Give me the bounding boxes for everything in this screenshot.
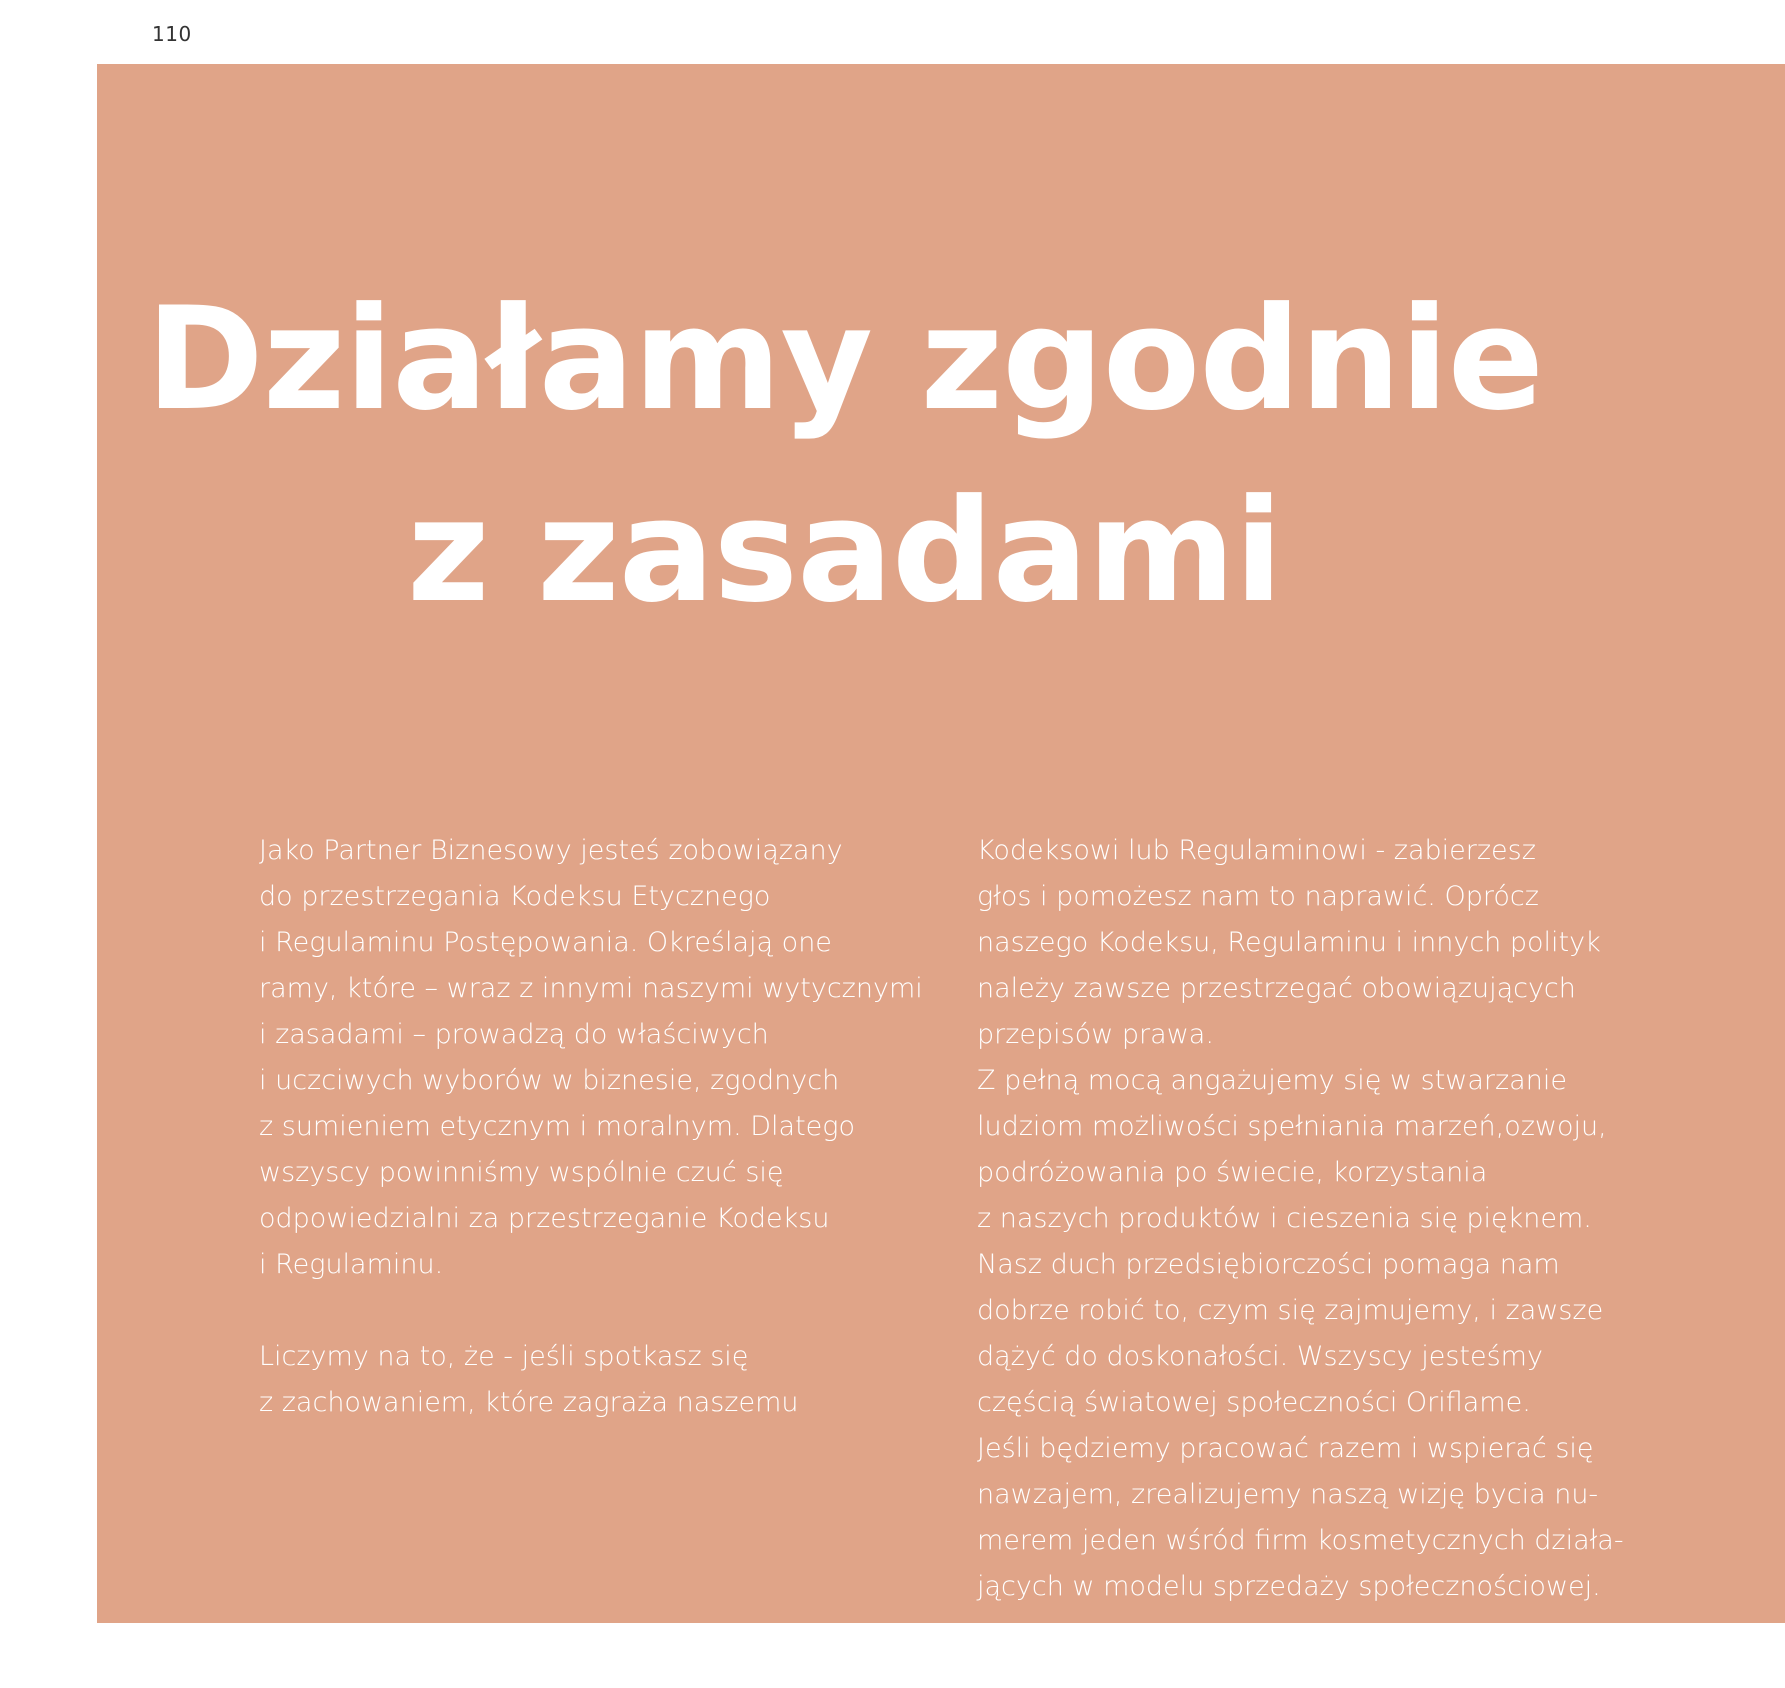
text-line: i Regulaminu Postępowania. Określają one: [259, 927, 832, 958]
text-line: dążyć do doskonałości. Wszyscy jesteśmy: [977, 1341, 1543, 1372]
text-line: z naszych produktów i cieszenia się pięknem.: [977, 1203, 1592, 1234]
text-line: z zachowaniem, które zagraża naszemu: [259, 1387, 799, 1418]
paragraph-spacer: [259, 1288, 909, 1334]
left-text-column: [259, 828, 923, 1426]
text-line: ludziom możliwości spełniania marzeń,ozwoju,: [977, 1111, 1607, 1142]
text-line: naszego Kodeksu, Regulaminu i innych polityk: [977, 927, 1601, 958]
text-line: i uczciwych wyborów w biznesie, zgodnych: [259, 1065, 840, 1096]
content-panel: [97, 64, 1785, 1623]
text-line: odpowiedzialni za przestrzeganie Kodeksu: [259, 1203, 830, 1234]
text-line: Nasz duch przedsiębiorczości pomaga nam: [977, 1249, 1560, 1280]
paragraph: [259, 1334, 909, 1426]
text-line: ramy, które – wraz z innymi naszymi wytycznymi: [259, 973, 923, 1004]
title-line: z zasadami: [406, 469, 1282, 634]
text-line: częścią światowej społeczności Oriflame.: [977, 1387, 1531, 1418]
text-line: z sumieniem etycznym i moralnym. Dlatego: [259, 1111, 855, 1142]
text-line: przepisów prawa.: [977, 1019, 1214, 1050]
right-text-column: [977, 828, 1642, 1610]
text-line: wszyscy powinniśmy wspólnie czuć się: [259, 1157, 784, 1188]
text-line: Z pełną mocą angażujemy się w stwarzanie: [977, 1065, 1567, 1096]
text-line: dobrze robić to, czym się zajmujemy, i zawsze: [977, 1295, 1604, 1326]
paragraph: [259, 828, 923, 1288]
page-title: [97, 264, 1592, 648]
text-line: do przestrzegania Kodeksu Etycznego: [259, 881, 771, 912]
text-line: Jeśli będziemy pracować razem i wspierać się: [977, 1433, 1594, 1464]
title-line: Działamy zgodnie: [145, 277, 1544, 442]
text-line: nawzajem, zrealizujemy naszą wizję bycia nu-: [977, 1479, 1599, 1510]
text-line: podróżowania po świecie, korzystania: [977, 1157, 1488, 1188]
text-line: jących w modelu sprzedaży społecznościowej.: [977, 1571, 1601, 1602]
text-line: należy zawsze przestrzegać obowiązujących: [977, 973, 1576, 1004]
page-number: 110: [152, 22, 192, 46]
text-line: Liczymy na to, że - jeśli spotkasz się: [259, 1341, 749, 1372]
text-line: i zasadami – prowadzą do właściwych: [259, 1019, 769, 1050]
text-line: Kodeksowi lub Regulaminowi - zabierzesz: [977, 835, 1536, 866]
text-line: i Regulaminu.: [259, 1249, 444, 1280]
text-line: merem jeden wśród firm kosmetycznych działa-: [977, 1525, 1624, 1556]
text-line: Jako Partner Biznesowy jesteś zobowiązany: [259, 835, 843, 866]
text-line: głos i pomożesz nam to naprawić. Oprócz: [977, 881, 1539, 912]
